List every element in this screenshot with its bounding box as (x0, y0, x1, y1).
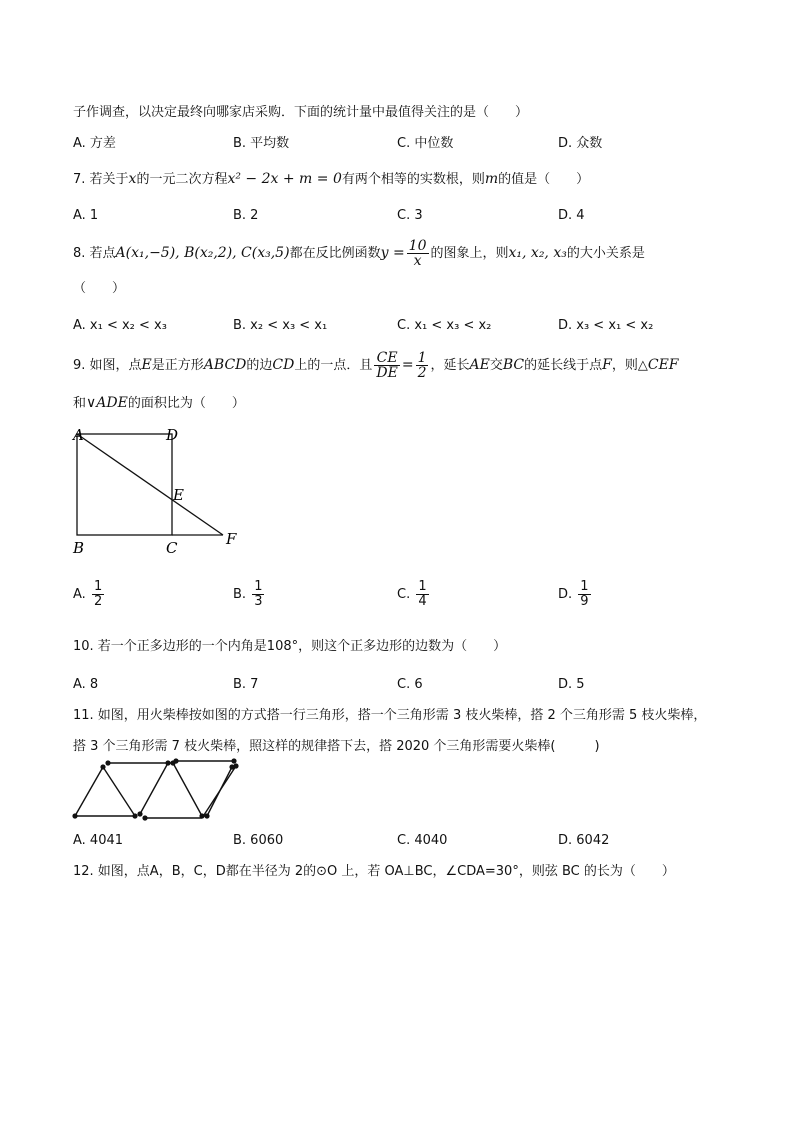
q8-func-den: x (413, 253, 422, 269)
q9-ade: ∨ADE (86, 395, 128, 411)
label-c: C (166, 539, 178, 557)
q9-option-c-den: 4 (418, 594, 427, 609)
q9-half-fraction (416, 351, 429, 380)
q8-func-num: 10 (408, 238, 427, 254)
q7-var-x: x (128, 171, 137, 187)
q9-f: F (602, 357, 612, 373)
q9-half-num: 1 (417, 350, 427, 366)
match-2 (103, 767, 135, 816)
q9-option-d-den: 9 (580, 594, 589, 609)
label-b: B (73, 539, 85, 557)
q9-half-den: 2 (417, 365, 427, 381)
label-d: D (166, 426, 179, 444)
q7-prefix: 7. 若关于 (73, 172, 129, 187)
q9-cef: CEF (647, 357, 679, 373)
q9-mid3: 上的一点．且 (294, 358, 373, 373)
q6-option-c: C. 中位数 (397, 136, 454, 151)
q9-mid6: 的延长线于点 (524, 358, 603, 373)
q9-line2-tail: 的面积比为（ ） (127, 396, 245, 411)
q9-ratio-eq: = (401, 357, 414, 373)
q6-option-d: D. 众数 (558, 136, 603, 151)
q9-option-a (73, 580, 106, 609)
label-f: F (226, 530, 237, 548)
q8-option-d: D. x₃ < x₁ < x₂ (558, 318, 654, 333)
q9-option-a-fraction (92, 580, 104, 609)
q8-points: A(x₁,−5), B(x₂,2), C(x₃,5) (115, 245, 290, 261)
q9-line2-prefix: 和 (73, 396, 87, 411)
q8-paren: （ ） (73, 281, 126, 296)
q9-mid1: 是正方形 (151, 358, 204, 373)
q7-var-m: m (484, 171, 499, 187)
q9-square: ABCD (203, 357, 247, 373)
q8-prefix: 8. 若点 (73, 246, 116, 261)
q9-option-b-letter: B. (233, 587, 247, 602)
q9-ae: AE (469, 357, 490, 373)
q10-option-b: B. 7 (233, 677, 259, 692)
match-5 (140, 763, 168, 814)
q10-stem: 10. 若一个正多边形的一个内角是108°，则这个正多边形的边数为（ ） (73, 639, 507, 654)
q9-ratio-den: DE (376, 365, 398, 381)
q8-func-fraction (407, 239, 429, 268)
q9-option-a-num: 1 (93, 579, 103, 594)
q9-option-c-num: 1 (418, 579, 427, 594)
q9-square-figure (60, 420, 260, 560)
q9-stem (73, 348, 679, 383)
q6-stem: 子作调查，以决定最终向哪家店采购．下面的统计量中最值得关注的是（ ） (73, 105, 529, 120)
q8-suffix: 的图象上，则 (430, 246, 509, 261)
q7-option-a: A. 1 (73, 208, 99, 223)
q9-option-b (233, 580, 266, 609)
q8-func-lhs: y = (380, 245, 405, 261)
match-10 (202, 766, 236, 818)
q9-mid7: ，则△ (611, 358, 648, 373)
line-af (77, 434, 223, 535)
q7-suffix: 有两个相等的实数根，则 (341, 172, 485, 187)
q9-option-d-fraction (578, 580, 590, 609)
q11-option-d: D. 6042 (558, 833, 610, 848)
q9-option-a-letter: A. (73, 587, 86, 602)
q9-side: CD (272, 357, 295, 373)
q9-stem-line2 (73, 394, 245, 413)
q8-option-b: B. x₂ < x₃ < x₁ (233, 318, 328, 333)
q6-option-b: B. 平均数 (233, 136, 290, 151)
q9-option-b-den: 3 (254, 594, 263, 609)
q7-option-b: B. 2 (233, 208, 259, 223)
q9-option-c-fraction (416, 580, 428, 609)
q9-ratio-fraction (374, 351, 399, 380)
q10-option-c: C. 6 (397, 677, 423, 692)
q9-option-c-letter: C. (397, 587, 411, 602)
q9-option-a-den: 2 (93, 594, 103, 609)
q8-tail: 的大小关系是 (566, 246, 645, 261)
q11-option-c: C. 4040 (397, 833, 448, 848)
q9-prefix: 9. 如图，点 (73, 358, 142, 373)
q10-option-a: A. 8 (73, 677, 99, 692)
q9-option-c (397, 580, 431, 609)
q6-option-a: A. 方差 (73, 136, 116, 151)
square-abcd (77, 434, 172, 535)
q7-stem (73, 170, 589, 189)
label-e: E (173, 486, 184, 504)
q11-matchstick-figure (60, 756, 260, 828)
q11-stem-line1: 11. 如图，用火柴棒按如图的方式搭一行三角形，搭一个三角形需 3 枝火柴棒，搭 2 个三角形需 5 枝火柴棒， (73, 708, 707, 723)
q9-option-b-num: 1 (254, 579, 263, 594)
q9-option-d-num: 1 (580, 579, 589, 594)
q11-option-b: B. 6060 (233, 833, 284, 848)
q9-mid5: 交 (489, 358, 503, 373)
q11-stem-line2: 搭 3 个三角形需 7 枝火柴棒，照这样的规律搭下去，搭 2020 个三角形需要火柴棒( ) (73, 739, 600, 754)
q9-option-d-letter: D. (558, 587, 573, 602)
q7-equation: x² − 2x + m = 0 (227, 171, 342, 187)
q7-option-c: C. 3 (397, 208, 423, 223)
q8-option-c: C. x₁ < x₃ < x₂ (397, 318, 492, 333)
q9-option-d (558, 580, 593, 609)
match-1 (75, 767, 103, 816)
q9-mid4: ，延长 (430, 358, 470, 373)
q7-mid: 的一元二次方程 (136, 172, 228, 187)
q12-stem: 12. 如图，点A，B，C，D都在半径为 2的⊙O 上，若 OA⊥BC，∠CDA=30°，则弦 BC 的长为（ ） (73, 864, 675, 879)
q9-ratio-num: CE (374, 351, 399, 366)
q8-vars: x₁, x₂, x₃ (508, 245, 567, 261)
q8-stem (73, 236, 645, 271)
q9-point-e: E (141, 357, 152, 373)
q7-option-d: D. 4 (558, 208, 585, 223)
q11-option-a: A. 4041 (73, 833, 124, 848)
match-6 (173, 763, 202, 816)
label-a: A (73, 426, 84, 444)
q9-mid2: 的边 (246, 358, 273, 373)
q9-bc: BC (502, 357, 525, 373)
q8-option-a: A. x₁ < x₂ < x₃ (73, 318, 167, 333)
q8-mid: 都在反比例函数 (289, 246, 381, 261)
q10-option-d: D. 5 (558, 677, 585, 692)
q7-tail: 的值是（ ） (498, 172, 590, 187)
q9-option-b-fraction (252, 580, 264, 609)
